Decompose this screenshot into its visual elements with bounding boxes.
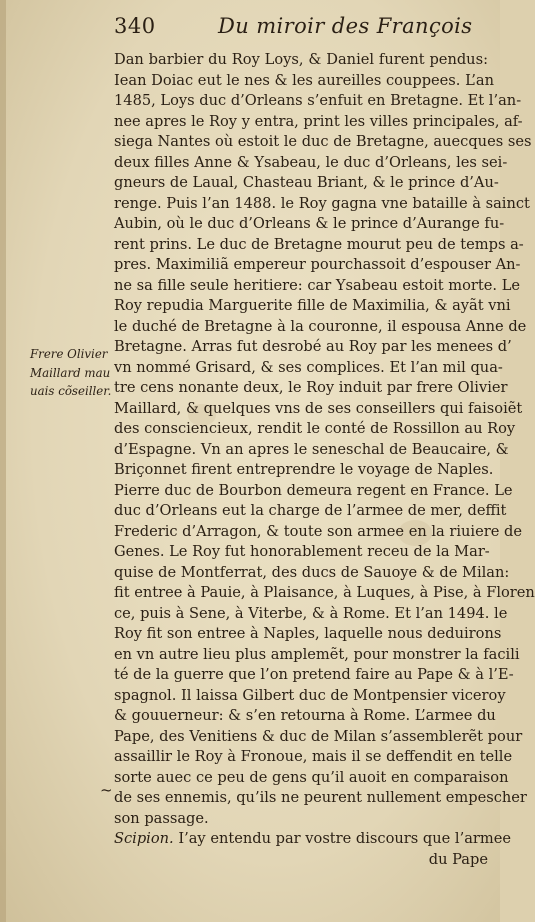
text-line: pres. Maximiliã empereur pourchassoit d’espouser An- xyxy=(114,256,521,273)
text-line: des consciencieux, rendit le conté de Rossillon au Roy xyxy=(114,420,516,437)
dialogue-line xyxy=(114,829,511,850)
text-line: rent prins. Le duc de Bretagne mourut peu de temps a- xyxy=(114,235,524,253)
page-header xyxy=(114,14,484,44)
text-line: ne sa fille seule heritiere: car Ysabeau estoit morte. Le xyxy=(114,276,521,294)
text-line: assaillir le Roy à Fronoue, mais il se deffendit en telle xyxy=(114,748,513,765)
text-line: Briçonnet firent entreprendre le voyage de Naples. xyxy=(114,461,494,478)
text-line: son passage. xyxy=(114,809,209,827)
text-line: ce, puis à Sene, à Viterbe, & à Rome. Et l’an 1494. le xyxy=(114,604,508,622)
dialogue-dash: ~ xyxy=(100,781,113,799)
speaker-text: I’ay entendu par vostre discours que l’armee xyxy=(178,830,511,847)
marginal-note-line: Frere Olivier xyxy=(30,347,108,361)
text-line: fit entree à Pauie, à Plaisance, à Luques, à Pise, à Floren xyxy=(114,584,535,601)
text-line: vn nommé Grisard, & ses complices. Et l’an mil qua- xyxy=(114,358,503,376)
text-line: Roy repudia Marguerite fille de Maximilia, & ayãt vni xyxy=(114,297,511,314)
text-line: deux filles Anne & Ysabeau, le duc d’Orleans, les sei- xyxy=(114,153,508,171)
text-line: gneurs de Laual, Chasteau Briant, & le prince d’Au- xyxy=(114,174,499,191)
text-line: Genes. Le Roy fut honorablement receu de la Mar- xyxy=(114,543,490,560)
text-line: de ses ennemis, qu’ils ne peurent nullement empescher xyxy=(114,789,527,806)
text-line: tre cens nonante deux, le Roy induit par frere Olivier xyxy=(114,379,508,396)
text-line: le duché de Bretagne à la couronne, il espousa Anne de xyxy=(114,317,527,335)
text-line: Pierre duc de Bourbon demeura regent en France. Le xyxy=(114,481,513,499)
text-line: renge. Puis l’an 1488. le Roy gagna vne bataille à sainct xyxy=(114,194,530,212)
text-line: duc d’Orleans eut la charge de l’armee de mer, deffit xyxy=(114,502,507,519)
text-line: sorte auec ce peu de gens qu’il auoit en comparaison xyxy=(114,768,509,786)
running-title: Du miroir des François xyxy=(218,14,473,38)
text-line: Roy fit son entree à Naples, laquelle nous deduirons xyxy=(114,625,502,642)
text-line: Aubin, où le duc d’Orleans & le prince d’Aurange fu- xyxy=(114,215,505,232)
marginal-note-line: Maillard mau xyxy=(30,365,111,380)
text-line: d’Espagne. Vn an apres le seneschal de Beaucaire, & xyxy=(114,440,509,458)
text-line: Iean Doiac eut le nes & les aureilles couppees. L’an xyxy=(114,71,495,89)
marginal-note-line: uais cõseiller. xyxy=(30,384,112,398)
text-line: en vn autre lieu plus amplemẽt, pour monstrer la facili xyxy=(114,645,520,663)
page-number: 340 xyxy=(114,14,156,38)
text-line: Bretagne. Arras fut desrobé au Roy par les menees d’ xyxy=(114,338,512,355)
text-line: quise de Montferrat, des ducs de Sauoye & de Milan: xyxy=(114,563,510,581)
text-line: 1485, Loys duc d’Orleans s’enfuit en Bretagne. Et l’an- xyxy=(114,92,522,109)
page-spine-shadow xyxy=(0,0,6,922)
text-line: siega Nantes où estoit le duc de Bretagne, auecques ses xyxy=(114,133,532,150)
speaker-name: Scipion. xyxy=(114,830,174,847)
catchword: du Pape xyxy=(428,850,488,868)
body-text xyxy=(114,50,535,870)
text-line: té de la guerre que l’on pretend faire au Pape & à l’E- xyxy=(114,666,514,683)
text-line: & gouuerneur: & s’en retourna à Rome. L’armee du xyxy=(114,707,496,724)
text-line: Dan barbier du Roy Loys, & Daniel furent pendus: xyxy=(114,51,488,68)
text-line: spagnol. Il laissa Gilbert duc de Montpensier viceroy xyxy=(114,686,506,704)
text-line: Pape, des Venitiens & duc de Milan s’assemblerẽt pour xyxy=(114,727,523,745)
text-line: nee apres le Roy y entra, print les villes principales, af- xyxy=(114,112,523,130)
text-line: Frederic d’Arragon, & toute son armee en la riuiere de xyxy=(114,522,522,540)
marginal-note xyxy=(30,345,118,401)
text-line: Maillard, & quelques vns de ses conseillers qui faisoiẽt xyxy=(114,399,523,417)
